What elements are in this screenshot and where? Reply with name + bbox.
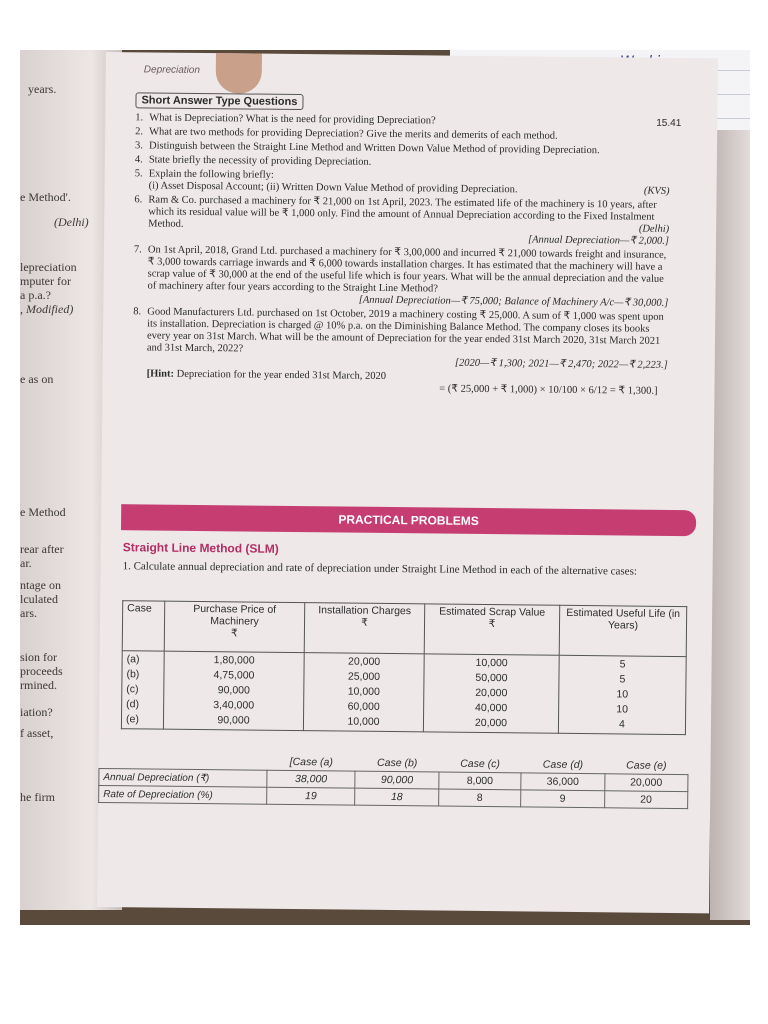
answer-column-header: Case (e) xyxy=(626,759,667,772)
margin-text: lculated xyxy=(20,592,58,606)
row-label: Annual Depreciation (₹) xyxy=(99,768,267,787)
question-subparts: (i) Asset Disposal Account; (ii) Written Down Value Method of providing Depreciation. xyxy=(148,180,518,196)
answer-column-header: Case (c) xyxy=(460,757,500,771)
question-item: 5. Explain the following briefly: (i) Asset Disposal Account; (ii) Written Down Value Method of providing Depreciation. (KVS) xyxy=(134,168,670,197)
margin-text: e Method xyxy=(20,505,66,519)
table-cell: 20 xyxy=(604,791,688,809)
answer-note: [Annual Depreciation—₹ 75,000; Balance of Machinery A/c—₹ 30,000.] xyxy=(358,294,669,309)
scrap-value-column: 10,000 50,000 20,000 40,000 20,000 xyxy=(423,654,559,733)
margin-text: rmined. xyxy=(20,678,57,692)
table-cell: 20,000 xyxy=(604,774,688,792)
column-header: Installation Charges ₹ xyxy=(304,603,425,654)
question-item: 1. What is Depreciation? What is the need for providing Depreciation? xyxy=(135,112,436,127)
table-cell: 19 xyxy=(267,787,356,805)
margin-text: he firm xyxy=(20,790,55,804)
question-list xyxy=(132,112,670,398)
margin-text: rear after xyxy=(20,542,64,556)
question-item: 3. Distinguish between the Straight Line Method and Written Down Value Method of providing Depreciation. xyxy=(134,140,600,157)
table-cell: 36,000 xyxy=(521,773,605,791)
data-table xyxy=(121,600,687,735)
margin-text: (Delhi) xyxy=(54,215,89,229)
margin-text: lepreciation xyxy=(20,260,77,274)
margin-text: ar. xyxy=(20,556,32,570)
question-item: 4. State briefly the necessity of providing Depreciation. xyxy=(134,154,372,168)
margin-text: e as on xyxy=(20,372,54,386)
question-item: 6. Ram & Co. purchased a machinery for ₹ 21,000 on 1st April, 2023. The estimated life of the machinery is 10 years, after which its residual value will be ₹ 1,000 only. Find the amount of Annual Depreciation according to the Fixed Instalment Method. (Delhi) [Annual Depreciation—₹ 2,000.] xyxy=(134,194,670,247)
margin-text: a p.a.? xyxy=(20,288,51,302)
answer-column-header: Case (b) xyxy=(376,756,418,770)
answer-table xyxy=(98,752,689,809)
table-cell: 8 xyxy=(438,789,521,807)
page-number: 15.41 xyxy=(656,117,682,130)
purchase-price-column: 1,80,000 4,75,000 90,000 3,40,000 90,000 xyxy=(163,651,304,730)
table-cell: 38,000 xyxy=(267,770,356,788)
table-cell: 90,000 xyxy=(355,771,439,789)
answer-column-header: [Case (a) xyxy=(289,755,333,769)
table-cell: 9 xyxy=(521,790,605,808)
table-cell: 8,000 xyxy=(439,772,522,790)
column-header: Purchase Price of Machinery ₹ xyxy=(164,601,305,652)
column-header: Case xyxy=(122,601,165,651)
margin-text: ntage on xyxy=(20,578,61,592)
chapter-title: Depreciation xyxy=(143,64,201,76)
margin-text: years. xyxy=(28,82,57,96)
book-edge xyxy=(710,130,750,920)
answer-note: [Annual Depreciation—₹ 2,000.] xyxy=(527,234,670,247)
table-header-row xyxy=(122,601,686,657)
table-row xyxy=(121,651,686,735)
margin-text: ars. xyxy=(20,606,37,620)
question-item: 2. What are two methods for providing Depreciation? Give the merits and demerits of each method. xyxy=(135,126,558,142)
hint: [Hint: Depreciation for the year ended 31st March, 2020 xyxy=(146,368,387,382)
margin-text: f asset, xyxy=(20,726,54,740)
answer-note: [2020—₹ 1,300; 2021—₹ 2,470; 2022—₹ 2,223.] xyxy=(454,357,668,371)
margin-text: proceeds xyxy=(20,664,63,678)
photo-background xyxy=(20,50,750,925)
short-answer-heading: Short Answer Type Questions xyxy=(135,92,303,110)
margin-text: sion for xyxy=(20,650,57,664)
hint-formula: = (₹ 25,000 + ₹ 1,000) × 10/100 × 6/12 = ₹ 1,300.] xyxy=(439,383,658,397)
textbook-page xyxy=(97,52,718,913)
answer-column-header: Case (d) xyxy=(542,758,584,772)
margin-text: e Method'. xyxy=(20,190,71,204)
margin-text: , Modified) xyxy=(20,302,74,316)
thumb xyxy=(216,53,262,93)
row-label: Rate of Depreciation (%) xyxy=(99,785,267,804)
margin-text: iation? xyxy=(20,705,53,719)
useful-life-column: 5 5 10 10 4 xyxy=(558,655,686,734)
source-tag: (Delhi) xyxy=(638,223,670,235)
question-item: 8. Good Manufacturers Ltd. purchased on 1st October, 2019 a machinery costing ₹ 25,000. A sum of ₹ 1,000 was spent upon its installation. Depreciation is charged @ 10% p.a. on the Diminishing Balance Method. The company closes its books every year on 31st March. What will be the amount of Depreciation for the year ended 31st March 2020, 31st March 2021 and 31st March, 2022? [2020—₹ 1,300; 2021—₹ 2,470; 2022—₹ 2,223.] xyxy=(133,306,668,371)
column-header: Estimated Useful Life (in Years) xyxy=(559,605,687,656)
installation-column: 20,000 25,000 10,000 60,000 10,000 xyxy=(303,653,424,732)
section-title: Straight Line Method (SLM) xyxy=(122,540,279,556)
case-column: (a) (b) (c) (d) (e) xyxy=(121,651,164,729)
table-cell: 18 xyxy=(355,788,439,806)
problem-statement: 1. Calculate annual depreciation and rate of depreciation under Straight Line Method in each of the alternative cases: xyxy=(122,560,638,578)
practical-problems-banner: PRACTICAL PROBLEMS xyxy=(121,504,696,536)
source-tag: (KVS) xyxy=(643,185,670,197)
margin-text: mputer for xyxy=(20,274,71,288)
question-item: 7. On 1st April, 2018, Grand Ltd. purchased a machinery for ₹ 3,00,000 and incurred ₹ 21,000 towards freight and insurance, ₹ 3,000 towards carriage inwards and ₹ 6,000 towards installation charges. It has estimated that the machinery will have a scrap value of ₹ 30,000 at the end of the useful life which is four years. What will be the annual depreciation and the value of machinery after four years according to the Straight Line Method? [Annual Depreciation—₹ 75,000; Balance of Machinery A/c—₹ 30,000.] xyxy=(133,244,669,309)
column-header: Estimated Scrap Value ₹ xyxy=(424,604,560,655)
